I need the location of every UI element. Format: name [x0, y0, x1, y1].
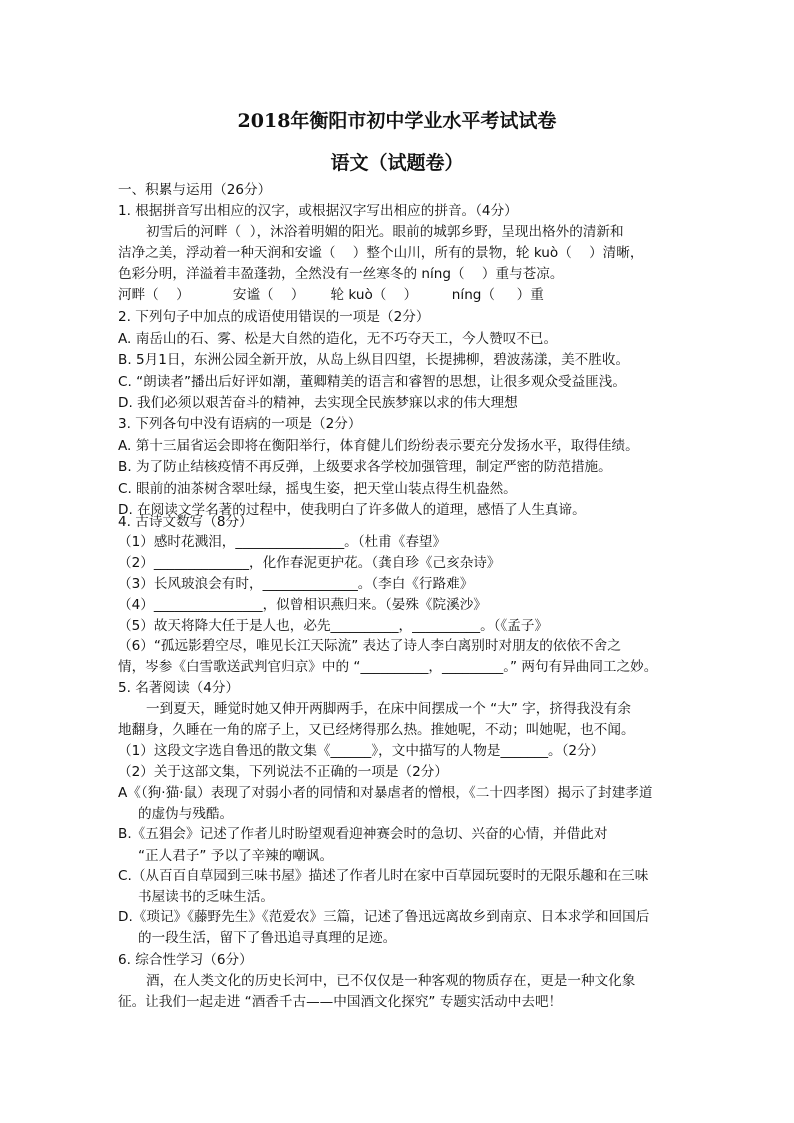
exam-subtitle: 语文（试题卷）	[330, 152, 464, 174]
option: C. “朗读者”播出后好评如潮，董卿精美的语言和睿智的思想，让很多观众受益匪浅。	[118, 374, 626, 390]
text-line: 征。让我们一起走进 “酒香千古——中国酒文化探究” 专题实活动中去吧！	[118, 994, 563, 1010]
sub-question: （2）______________，化作春泥更护花。（龚自珍《己亥杂诗》	[118, 555, 501, 571]
question-5: 5. 名著阅读（4分）	[118, 680, 240, 696]
exam-title: 2018年衡阳市初中学业水平考试试卷	[237, 110, 557, 132]
sub-question: （2）关于这部文集，下列说法不正确的一项是（2分）	[118, 764, 448, 780]
sub-question: （5）故天将降大任于是人也，必先__________，__________。（《孟子》	[118, 618, 549, 634]
option-cont: “正人君子” 予以了辛辣的嘲讽。	[138, 848, 334, 864]
section-heading: 一、积累与运用（26分）	[118, 182, 272, 198]
option: D.《琐记》《藤野先生》《范爱农》三篇，记述了鲁迅远离故乡到南京、日本求学和回国后	[118, 909, 650, 925]
option: D. 在阅读文学名著的过程中，使我明白了许多做人的道理，感悟了人生真谛。	[118, 502, 586, 518]
question-1: 1. 根据拼音写出相应的汉字，或根据汉字写出相应的拼音。（4分）	[118, 203, 518, 219]
sub-question: （1）感时花溅泪，________________。（杜甫《春望》	[118, 534, 447, 550]
text-line: 酒，在人类文化的历史长河中，已不仅仅是一种客观的物质存在，更是一种文化象	[146, 973, 636, 989]
option-cont: 的一段生活，留下了鲁迅追寻真理的足迹。	[138, 930, 397, 946]
option-cont: 书屋读书的乏味生活。	[138, 889, 274, 905]
option: B.《五猖会》记述了作者儿时盼望观看迎神赛会时的急切、兴奋的心情，并借此对	[118, 826, 608, 842]
option: C. 眼前的油茶树含翠吐绿，摇曳生姿，把天堂山装点得生机盎然。	[118, 481, 517, 497]
option-cont: 的虚伪与残酷。	[138, 806, 234, 822]
option: A. 第十三届省运会即将在衡阳举行，体育健儿们纷纷表示要充分发扬水平，取得佳绩。	[118, 438, 639, 454]
question-6: 6. 综合性学习（6分）	[118, 952, 253, 968]
sub-question: （4）________________，似曾相识燕归来。（晏殊《院溪沙》	[118, 597, 487, 613]
question-3: 3. 下列各句中没有语病的一项是（2分）	[118, 416, 362, 432]
text-line: 洁净之美，浮动着一种天润和安谧（ ）整个山川，所有的景物，轮 kuò（ ）清晰，	[118, 245, 644, 261]
option: D. 我们必须以艰苦奋斗的精神，去实现全民族梦寐以求的伟大理想	[118, 395, 518, 411]
sub-question: （6）“孤远影碧空尽，唯见长江天际流” 表达了诗人李白离别时对朋友的依依不舍之	[118, 638, 621, 654]
option: B. 5月1日，东洲公园全新开放，从岛上纵目四望，长提拂柳，碧波荡漾，美不胜收。	[118, 352, 630, 368]
option: B. 为了防止结核疫情不再反弹，上级要求各学校加强管理，制定严密的防范措施。	[118, 459, 612, 475]
text-line: 地翻身，久睡在一角的席子上，又已经烤得那么热。推她呢，不动；叫她呢，也不闻。	[118, 722, 635, 738]
text-line: 色彩分明，洋溢着丰盈蓬勃，全然没有一丝寒冬的 níng（ ）重与苍凉。	[118, 266, 564, 282]
option: A. 南岳山的石、雾、松是大自然的造化，无不巧夺天工，今人赞叹不已。	[118, 331, 558, 347]
text-line: 初雪后的河畔（ ），沐浴着明媚的阳光。眼前的城郭乡野，呈现出格外的清新和	[146, 224, 624, 240]
option: A《（狗·猫·鼠）表现了对弱小者的同情和对暴虐者的憎根，《二十四孝图）揭示了封建孝道	[118, 785, 653, 801]
sub-question: （1）这段文字选自鲁迅的散文集《______》，文中描写的人物是_______。（2分）	[118, 743, 605, 759]
text-line: 情，岑参《白雪歌送武判官归京》中的 “__________，_________。” 两句有异曲同工之妙。	[118, 659, 658, 675]
question-4: 4. 古诗文数写（8分）	[118, 514, 253, 530]
question-2: 2. 下列句子中加点的成语使用错误的一项是（2分）	[118, 309, 430, 325]
text-line: 一到夏天，睡觉时她又伸开两脚两手，在床中间摆成一个 “大” 字，挤得我没有余	[146, 701, 631, 717]
sub-question: （3）长风玻浪会有时，______________。（李白《行路难》	[118, 576, 474, 592]
option: C.（从百百自草园到三味书屋》描述了作者儿时在家中百草园玩耍时的无限乐趣和在三味	[118, 868, 649, 884]
answer-line: 河畔（ ） 安谧（ ） 轮 kuò（ ） níng（ ）重	[118, 287, 544, 303]
